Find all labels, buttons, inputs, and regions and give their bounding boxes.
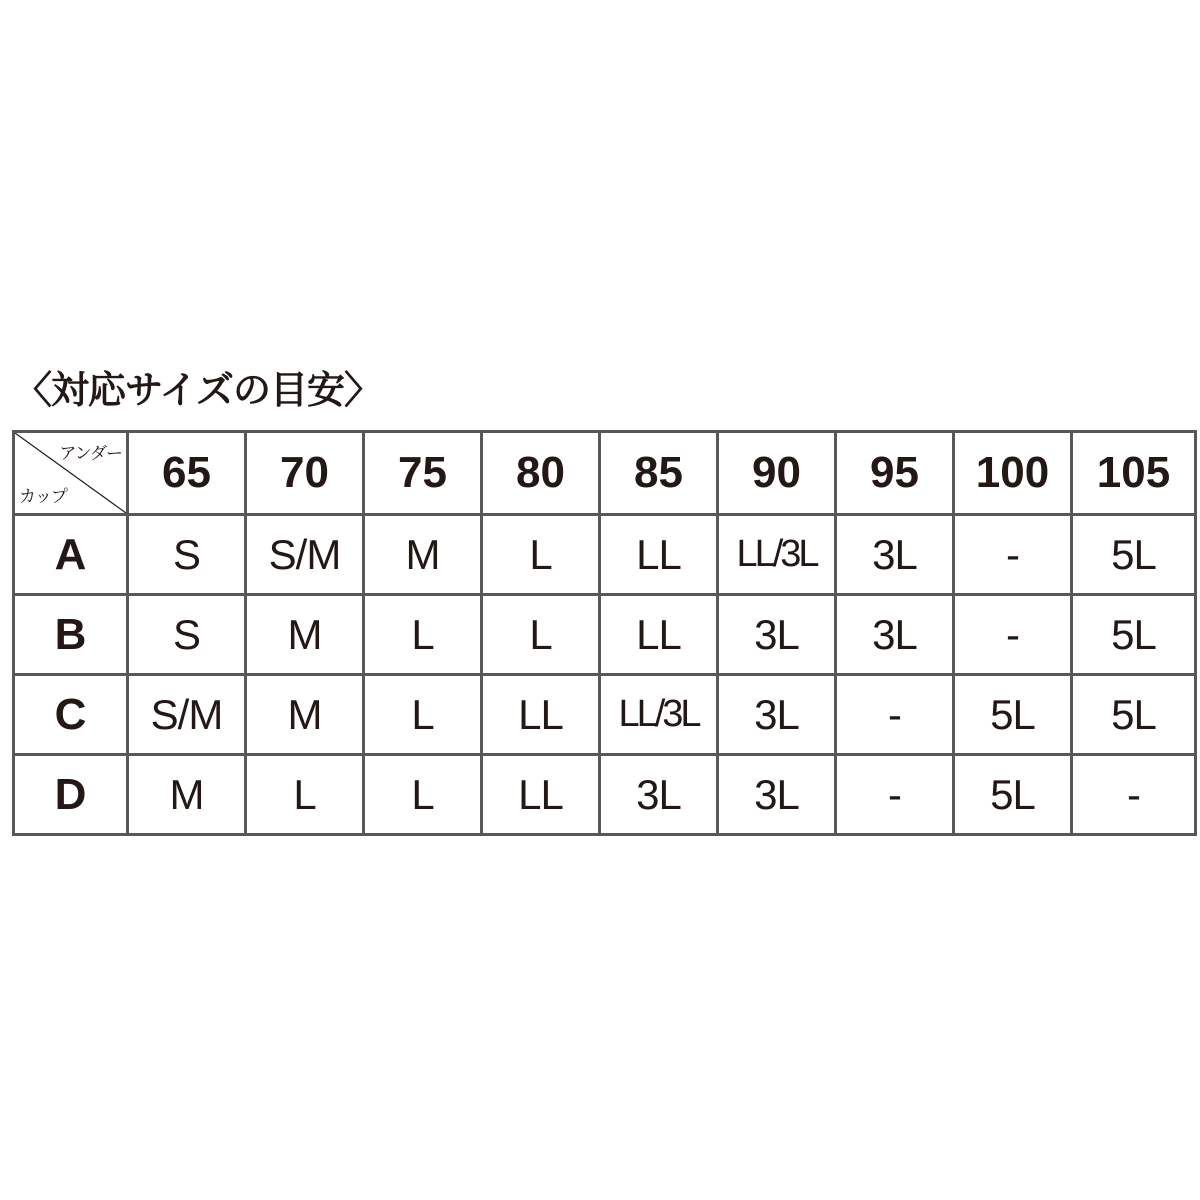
size-cell: 5L xyxy=(1072,675,1196,755)
cup-axis-label: カップ xyxy=(19,487,67,507)
underbust-header: 70 xyxy=(246,432,364,515)
size-cell: M xyxy=(364,515,482,595)
size-cell: 3L xyxy=(718,595,836,675)
underbust-header: 95 xyxy=(836,432,954,515)
size-cell: LL xyxy=(600,595,718,675)
header-row xyxy=(14,432,1196,515)
size-cell: L xyxy=(482,515,600,595)
size-cell: LL xyxy=(600,515,718,595)
table-row xyxy=(14,675,1196,755)
size-cell: - xyxy=(836,755,954,835)
underbust-header: 105 xyxy=(1072,432,1196,515)
cup-header: A xyxy=(14,515,128,595)
size-cell: M xyxy=(246,675,364,755)
table-row xyxy=(14,595,1196,675)
size-cell: 3L xyxy=(600,755,718,835)
size-cell: 5L xyxy=(954,755,1072,835)
size-cell: - xyxy=(954,595,1072,675)
underbust-header: 100 xyxy=(954,432,1072,515)
size-cell: 3L xyxy=(836,595,954,675)
size-cell: 3L xyxy=(718,755,836,835)
size-cell: LL/3L xyxy=(600,675,718,755)
underbust-header: 85 xyxy=(600,432,718,515)
size-cell: L xyxy=(364,595,482,675)
size-chart-table xyxy=(12,430,1197,836)
size-cell: L xyxy=(482,595,600,675)
size-cell: - xyxy=(954,515,1072,595)
size-cell: S xyxy=(128,515,246,595)
size-cell: - xyxy=(836,675,954,755)
size-cell: S/M xyxy=(246,515,364,595)
underbust-header: 90 xyxy=(718,432,836,515)
underbust-header: 65 xyxy=(128,432,246,515)
underbust-axis-label: アンダー xyxy=(59,444,122,464)
cup-header: D xyxy=(14,755,128,835)
size-cell: LL xyxy=(482,755,600,835)
size-cell: LL xyxy=(482,675,600,755)
size-cell: - xyxy=(1072,755,1196,835)
page-title: 〈対応サイズの目安〉 xyxy=(14,368,381,412)
table-row xyxy=(14,755,1196,835)
size-cell: M xyxy=(246,595,364,675)
size-cell: 3L xyxy=(836,515,954,595)
size-cell: LL/3L xyxy=(718,515,836,595)
size-cell: 5L xyxy=(1072,515,1196,595)
underbust-header: 75 xyxy=(364,432,482,515)
underbust-header: 80 xyxy=(482,432,600,515)
size-cell: 3L xyxy=(718,675,836,755)
size-cell: L xyxy=(246,755,364,835)
size-cell: S/M xyxy=(128,675,246,755)
size-cell: 5L xyxy=(1072,595,1196,675)
size-cell: L xyxy=(364,755,482,835)
table-row xyxy=(14,515,1196,595)
cup-header: C xyxy=(14,675,128,755)
size-cell: M xyxy=(128,755,246,835)
size-cell: S xyxy=(128,595,246,675)
cup-header: B xyxy=(14,595,128,675)
corner-cell xyxy=(14,432,128,515)
size-cell: 5L xyxy=(954,675,1072,755)
size-cell: L xyxy=(364,675,482,755)
